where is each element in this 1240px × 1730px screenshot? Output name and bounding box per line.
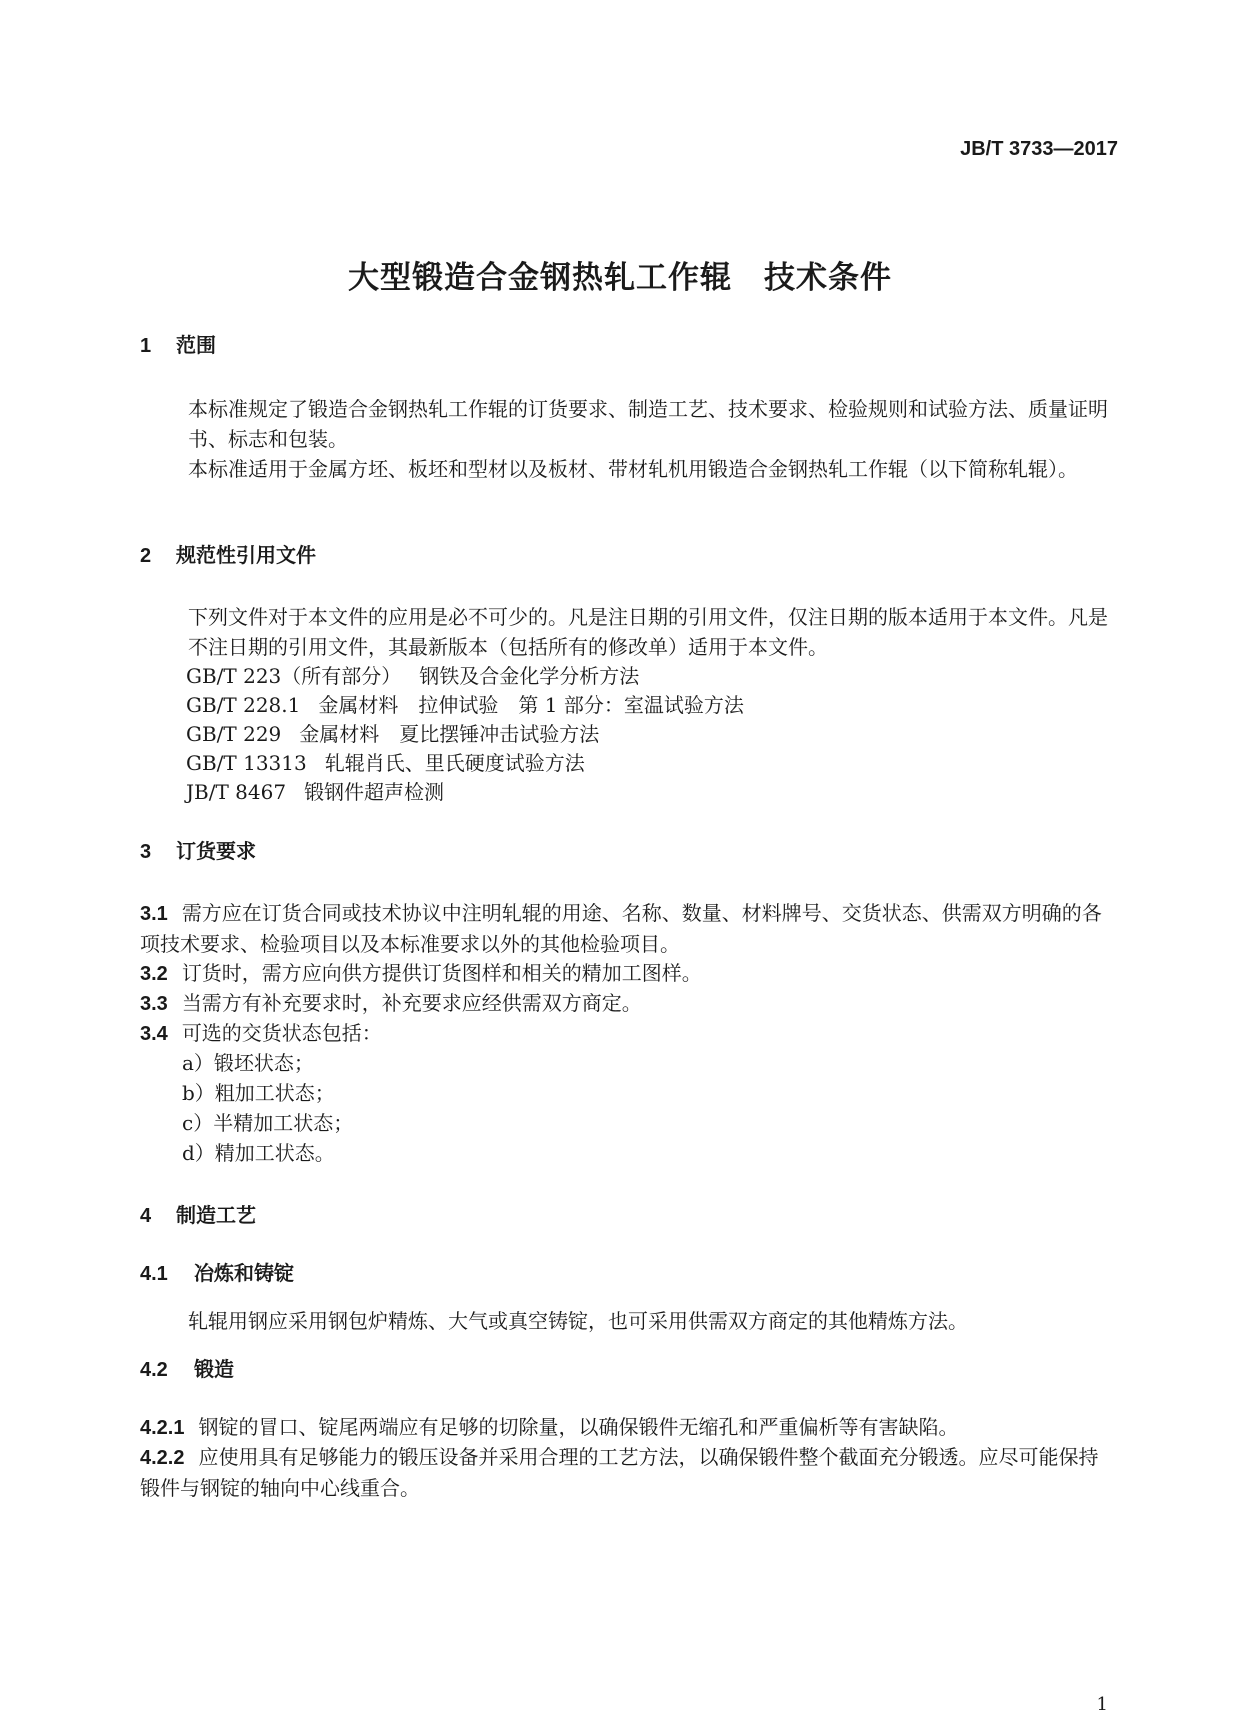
list-item: c）半精加工状态； [182, 1111, 354, 1135]
section-3-heading [140, 836, 256, 867]
clause-number: 3.3 [140, 993, 168, 1015]
subsection-number: 4.1 [140, 1263, 168, 1285]
reference-item [186, 748, 585, 778]
clause-text: 订货时，需方应向供方提供订货图样和相关的精加工图样。 [181, 961, 702, 985]
reference-title: 金属材料 夏比摆锤冲击试验方法 [299, 722, 600, 746]
clause-text: 可选的交货状态包括： [181, 1021, 382, 1045]
section-1-paragraph-2: 本标准适用于金属方坯、板坯和型材以及板材、带材轧机用锻造合金钢热轧工作辊（以下简称轧辊）。 [188, 457, 1078, 481]
document-title: 大型锻造合金钢热轧工作辊 技术条件 [348, 260, 892, 296]
reference-item [186, 690, 744, 720]
reference-title: 轧辊肖氏、里氏硬度试验方法 [324, 751, 585, 775]
clause-3-4 [140, 1018, 1110, 1049]
reference-title: 锻钢件超声检测 [304, 780, 445, 804]
reference-title: 金属材料 拉伸试验 第 1 部分：室温试验方法 [318, 693, 744, 717]
section-number: 3 [140, 841, 152, 863]
clause-number: 3.2 [140, 963, 168, 985]
clause-text: 当需方有补充要求时，补充要求应经供需双方商定。 [181, 991, 642, 1015]
clause-number: 4.2.2 [140, 1447, 185, 1469]
reference-code: GB/T 229 [186, 722, 282, 746]
section-title: 规范性引用文件 [176, 543, 316, 567]
section-number: 2 [140, 545, 152, 567]
list-item: d）精加工状态。 [182, 1141, 335, 1165]
section-title: 范围 [176, 333, 216, 357]
reference-item [186, 777, 444, 807]
document-code: JB/T 3733—2017 [960, 138, 1118, 160]
page-number: 1 [1096, 1694, 1108, 1715]
section-2-heading [140, 540, 316, 571]
section-4-heading [140, 1200, 256, 1231]
clause-3-2 [140, 958, 1110, 989]
clause-4-2-1 [140, 1412, 1110, 1443]
clause-text: 需方应在订货合同或技术协议中注明轧辊的用途、名称、数量、材料牌号、交货状态、供需双方明确的各项技术要求、检验项目以及本标准要求以外的其他检验项目。 [140, 901, 1102, 956]
reference-code: GB/T 223（所有部分） [186, 664, 402, 688]
clause-3-3 [140, 988, 1110, 1019]
section-2-paragraph: 下列文件对于本文件的应用是必不可少的。凡是注日期的引用文件，仅注日期的版本适用于本文件。凡是不注日期的引用文件，其最新版本（包括所有的修改单）适用于本文件。 [188, 605, 1108, 659]
list-item: a）锻坯状态； [182, 1051, 314, 1075]
clause-number: 3.1 [140, 903, 168, 925]
section-number: 4 [140, 1205, 152, 1227]
subsection-title: 冶炼和铸锭 [194, 1261, 294, 1285]
section-number: 1 [140, 335, 152, 357]
reference-title: 钢铁及合金化学分析方法 [419, 664, 640, 688]
reference-code: GB/T 13313 [186, 751, 307, 775]
reference-code: GB/T 228.1 [186, 693, 301, 717]
clause-number: 4.2.1 [140, 1417, 185, 1439]
section-1-paragraph-1: 本标准规定了锻造合金钢热轧工作辊的订货要求、制造工艺、技术要求、检验规则和试验方法、质量证明书、标志和包装。 [188, 397, 1108, 451]
clause-3-1 [140, 898, 1110, 959]
subsection-4-1-paragraph: 轧辊用钢应采用钢包炉精炼、大气或真空铸锭，也可采用供需双方商定的其他精炼方法。 [188, 1309, 968, 1333]
reference-code: JB/T 8467 [186, 780, 287, 804]
list-item: b）粗加工状态； [182, 1081, 335, 1105]
clause-text: 应使用具有足够能力的锻压设备并采用合理的工艺方法，以确保锻件整个截面充分锻透。应尽可能保持锻件与钢锭的轴向中心线重合。 [140, 1445, 1099, 1500]
reference-item [186, 661, 639, 691]
section-1-heading [140, 330, 216, 361]
subsection-4-2-heading [140, 1354, 234, 1385]
clause-4-2-2 [140, 1442, 1110, 1503]
subsection-title: 锻造 [194, 1357, 234, 1381]
section-title: 订货要求 [176, 839, 256, 863]
clause-number: 3.4 [140, 1023, 168, 1045]
section-title: 制造工艺 [176, 1203, 256, 1227]
clause-text: 钢锭的冒口、锭尾两端应有足够的切除量，以确保锻件无缩孔和严重偏析等有害缺陷。 [198, 1415, 959, 1439]
subsection-number: 4.2 [140, 1359, 168, 1381]
subsection-4-1-heading [140, 1258, 294, 1289]
reference-item [186, 719, 599, 749]
